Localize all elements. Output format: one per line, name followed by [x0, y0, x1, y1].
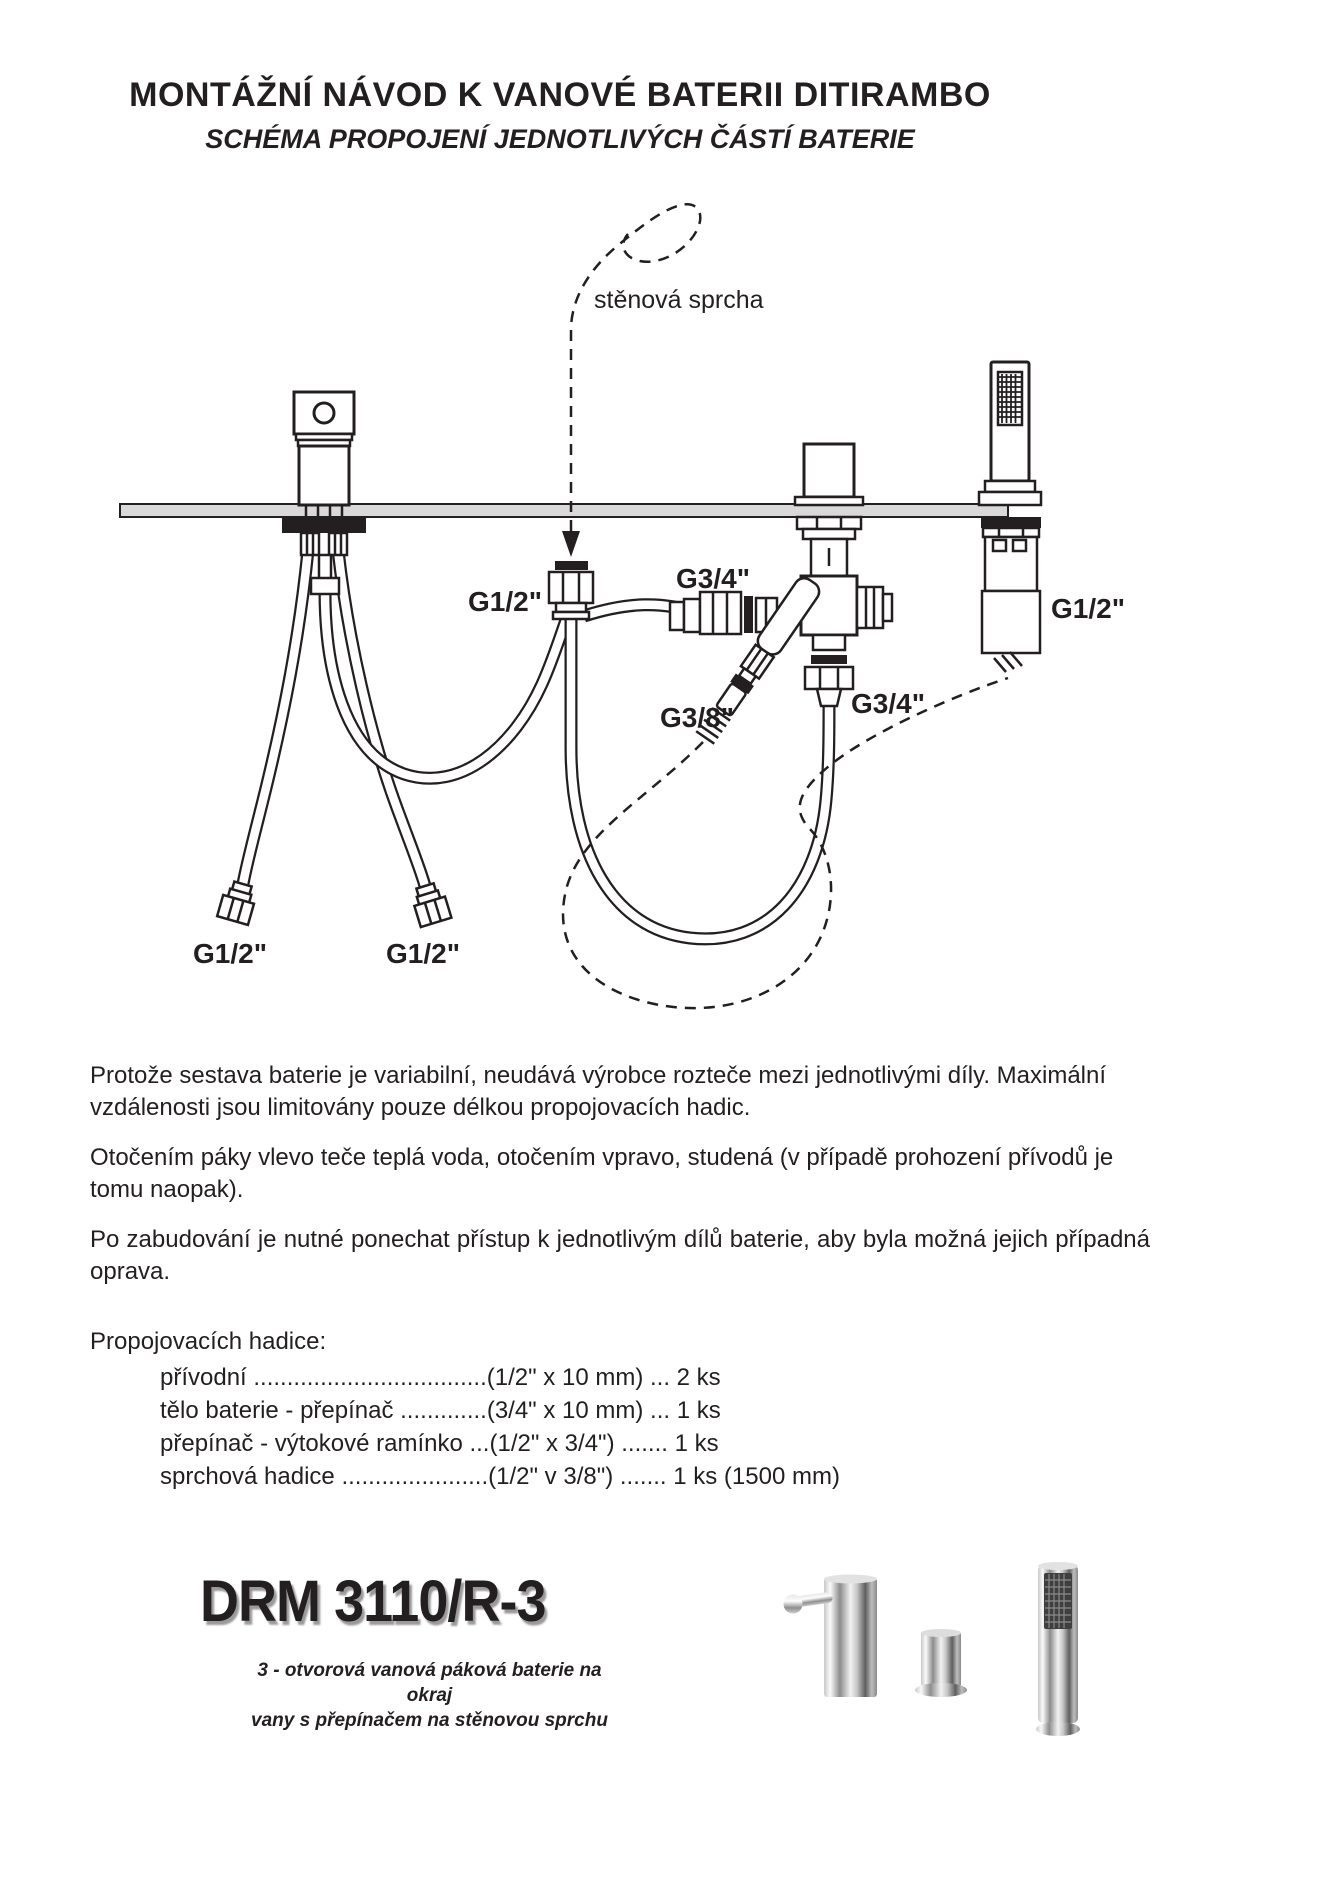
spout-loop-hose	[571, 615, 829, 939]
mounting-deck	[120, 504, 1008, 517]
paragraph-variability: Protože sestava baterie je variabilní, neudává výrobce rozteče mezi jednotlivými díly. Maximální vzdálenosti jsou limitovány pouze délkou propojovacích hadic.	[90, 1062, 1107, 1121]
assembly-diagram	[0, 160, 1339, 1040]
mounting-gasket	[282, 517, 366, 533]
diverter-knob	[804, 444, 854, 497]
diverter-right-port	[857, 587, 883, 628]
wall-shower-elbow-fitting	[549, 561, 593, 619]
product-description-line1: 3 - otvorová vanová páková baterie na okraj	[257, 1660, 602, 1706]
hose-item-shower-hose: sprchová hadice ......................(1/2" v 3/8") ....... 1 ks (1500 mm)	[160, 1463, 840, 1490]
label-g12-supply-right: G1/2"	[386, 938, 460, 969]
product-description-line2: vany s přepínačem na stěnovou sprchu	[251, 1710, 608, 1731]
label-g38: G3/8"	[660, 702, 734, 733]
handle-screw-hole	[314, 403, 334, 423]
holder-shank-sleeve	[982, 591, 1040, 653]
product-description	[247, 1658, 612, 1733]
product-code: DRM 3110/R-3	[200, 1569, 546, 1634]
page-title: MONTÁŽNÍ NÁVOD K VANOVÉ BATERII DITIRAMBO	[129, 76, 991, 114]
label-wall-shower: stěnová sprcha	[594, 286, 764, 314]
hose-item-body-diverter: tělo baterie - přepínač .............(3/4" x 10 mm) ... 1 ks	[160, 1397, 721, 1424]
supply-nut-right	[410, 881, 452, 927]
hose-list	[160, 1361, 840, 1493]
label-g12-supply-left: G1/2"	[193, 938, 267, 969]
photo-diverter-knob	[915, 1629, 967, 1697]
mixer-body-fixture	[282, 392, 366, 594]
page-subtitle: SCHÉMA PROPOJENÍ JEDNOTLIVÝCH ČÁSTÍ BATERIE	[205, 124, 915, 154]
paragraph-lever-direction: Otočením páky vlevo teče teplá voda, otočením vpravo, studená (v případě prohození přívodů je tomu naopak).	[90, 1144, 1114, 1203]
diverter-bottom-nut	[805, 667, 853, 689]
supply-hose-left	[243, 550, 308, 884]
hose-list-heading: Propojovacích hadice:	[90, 1328, 327, 1355]
label-g12-right: G1/2"	[1051, 593, 1125, 624]
g34-nut	[700, 592, 741, 634]
mixer-cartridge-body	[299, 446, 349, 505]
hose-item-diverter-spout: přepínač - výtokové ramínko ...(1/2" x 3/4") ....... 1 ks	[160, 1430, 719, 1457]
photo-mixer-body	[784, 1575, 878, 1698]
outlet-square-fitting	[311, 578, 339, 594]
diverter-fixture	[795, 444, 892, 706]
shower-hose-dashed-path	[563, 678, 1008, 1008]
hand-shower-holder-fixture	[979, 362, 1041, 672]
label-g12-elbow: G1/2"	[468, 586, 542, 617]
label-g34-bottom: G3/4"	[851, 688, 925, 719]
label-g34-top: G3/4"	[676, 563, 750, 594]
gasket	[744, 596, 753, 633]
supply-nut-left	[217, 880, 258, 925]
g34-coupling	[670, 592, 777, 634]
hose-item-supply: přívodní ...................................(1/2" x 10 mm) ... 2 ks	[160, 1364, 721, 1391]
gasket	[811, 655, 847, 664]
product-photos	[757, 1555, 1087, 1755]
photo-hand-shower	[1036, 1562, 1080, 1736]
paragraph-service-access: Po zabudování je nutné ponechat přístup k jednotlivým dílů baterie, aby byla možná jejich případná oprava.	[90, 1226, 1150, 1285]
arrow-down-icon	[562, 531, 580, 557]
